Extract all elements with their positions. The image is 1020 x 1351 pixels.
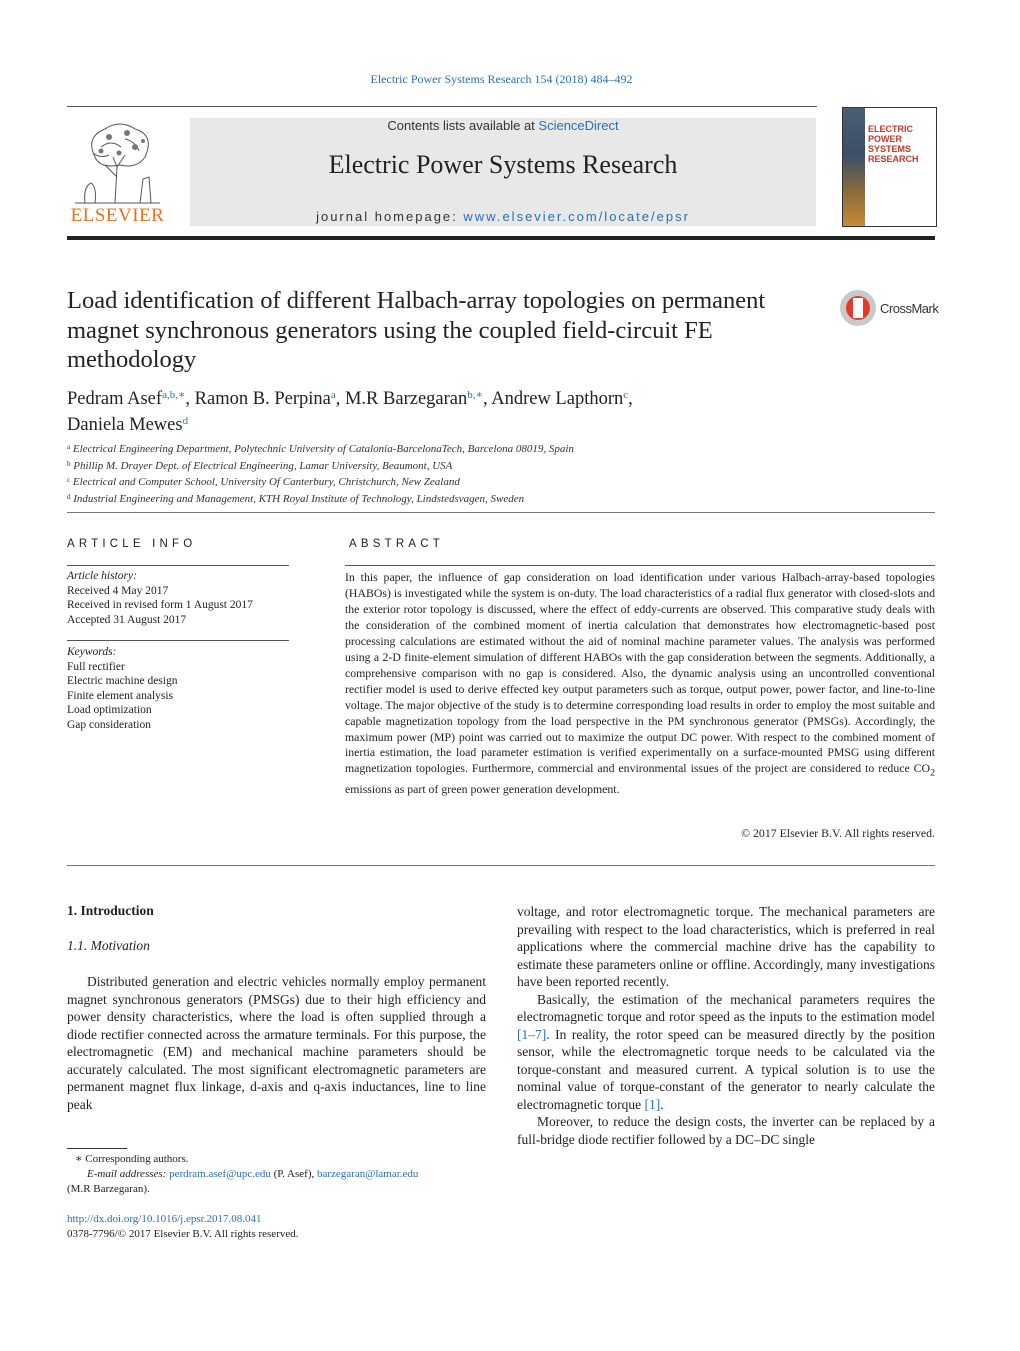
affiliation-text: Electrical Engineering Department, Polytechnic University of Catalonia-BarcelonaTech, Barcelona 08019, Spain	[72, 443, 574, 455]
paragraph-text: .	[660, 1096, 664, 1112]
issn-line: 0378-7796/© 2017 Elsevier B.V. All rights reserved.	[67, 1228, 299, 1240]
elsevier-wordmark: ELSEVIER	[70, 205, 165, 226]
abstract-text-end: emissions as part of green power generation development.	[345, 781, 620, 796]
email-owner: (P. Asef),	[270, 1168, 317, 1180]
article-history	[67, 569, 289, 627]
abstract-divider	[345, 565, 935, 566]
body-paragraph	[67, 973, 486, 1113]
revised-date: Received in revised form 1 August 2017	[67, 599, 253, 611]
email-label: E-mail addresses:	[87, 1168, 170, 1180]
affiliation-mark: c	[67, 476, 71, 484]
author-separator: ,	[482, 389, 492, 409]
abstract-text: In this paper, the influence of gap consideration on load identification under various Halbach-array-based topologies (HABOs) is investigated while the system is on-duty. The load characteristics of a radial flux generator with closed-slots and the exterior rotor topology is discussed, where the effect of eddy-currents are observed. This comparative study deals with the consideration of the combined moment of inertia calculation that demonstrates how electromagnetic-based post processing calculations are estimated without the aid of nominal machine parameter values. The analysis was performed using a 2-D finite-element simulation of different HABOs with the gap consideration between the segments. Additionally, a comprehensive comparison with no gap is considered. Also, the dynamic analysis using an uncontrolled conventional rectifier model is used to derive effected key output parameters such as torque, output power, power factor, and line-to-line voltage. The major objective of the study is to determine corresponding load results in order to employ the most suitable and capable magnetization topology from the load perspective in the PM synchronous generator (PMSGs). Accordingly, the maximum power (MP) point was carried out to maximize the output DC power. With respect to the combined moment of inertia estimation, the load parameter estimation is verified experimentally on a surface-mounted PMSG using different magnetization topologies. Furthermore, commercial and environmental issues of the project are considered to reduce CO	[345, 570, 935, 776]
sciencedirect-link[interactable]: ScienceDirect	[538, 118, 619, 133]
author-name[interactable]: Pedram Asef	[67, 389, 163, 409]
keyword-item: Electric machine design	[67, 675, 178, 687]
keyword-item: Finite element analysis	[67, 689, 174, 702]
homepage-prefix: journal homepage:	[316, 209, 464, 224]
affiliation-list	[67, 440, 767, 506]
affiliation-mark: b	[67, 459, 71, 468]
footnotes	[67, 1152, 487, 1197]
author-affiliation-mark[interactable]: d	[182, 415, 189, 427]
keywords-divider	[67, 640, 289, 641]
header-thick-divider	[67, 236, 935, 240]
keywords-list	[67, 645, 289, 732]
author-list	[67, 384, 767, 436]
abstract-copyright: © 2017 Elsevier B.V. All rights reserved.	[741, 826, 935, 840]
accepted-date: Accepted 31 August 2017	[67, 613, 187, 626]
homepage-link[interactable]: www.elsevier.com/locate/epsr	[463, 209, 690, 224]
history-label: Article history:	[67, 570, 137, 582]
email-link[interactable]: barzegaran@lamar.edu	[316, 1168, 419, 1180]
journal-name: Electric Power Systems Research	[328, 150, 678, 179]
body-paragraph	[517, 991, 935, 1114]
author-affiliation-mark[interactable]: c	[623, 389, 629, 401]
top-divider	[67, 106, 817, 107]
affiliation-item	[67, 490, 767, 507]
email-owner: (M.R Barzegaran).	[67, 1183, 150, 1195]
paragraph-text: . In reality, the rotor speed can be measured directly by the position sensor, while the electromagnetic torque needs to be calculated via the torque-constant and measured current. A typical solution is to use the nominal value of torque-constant of the generator to nearly calculate the electromagnetic torque	[517, 1026, 935, 1112]
author-affiliation-mark[interactable]: a,b,∗	[162, 389, 186, 401]
author-name[interactable]: M.R Barzegaran	[344, 389, 468, 409]
citation-link[interactable]: [1–7]	[517, 1026, 547, 1042]
doi-link[interactable]: http://dx.doi.org/10.1016/j.epsr.2017.08.041	[67, 1213, 262, 1225]
keyword-item: Full rectifier	[67, 660, 125, 673]
homepage-line	[190, 209, 816, 224]
footnote-divider	[67, 1148, 127, 1149]
co2-subscript: 2	[930, 767, 935, 779]
affiliation-text: Electrical and Computer School, University Of Canterbury, Christchurch, New Zealand	[72, 476, 460, 488]
affiliation-mark: d	[67, 492, 71, 501]
corresponding-note: ∗ Corresponding authors.	[75, 1153, 189, 1165]
section-heading: 1. Introduction	[67, 903, 154, 918]
cover-image-strip	[843, 108, 865, 226]
paragraph-text: voltage, and rotor electromagnetic torque. The mechanical parameters are prevailing with respect to the load characteristics, which is preferred in real applications where the commercial machine drive has the capability to estimate these parameters online or offline. Accordingly, many investigations have been reported recently.	[517, 904, 935, 989]
abstract-body	[345, 570, 935, 798]
author-separator: ,	[335, 389, 345, 409]
email-link[interactable]: perdram.asef@upc.edu	[169, 1168, 271, 1180]
affiliation-text: Industrial Engineering and Management, KTH Royal Institute of Technology, Lindstedsvagen, Sweden	[73, 492, 525, 505]
paragraph-text: Distributed generation and electric vehicles normally employ permanent magnet synchronous generators (PMSGs) due to their high efficiency and power density characteristics, where the load is often supplied through a diode rectifier connected across the armature terminals. For this purpose, the electromagnetic (EM) and mechanical machine parameters should be accurately calculated. The most significant electromagnetic parameters are permanent magnet flux linkage, d-axis and q-axis inductances, line to line peak	[67, 974, 486, 1112]
author-name[interactable]: Andrew Lapthorn	[491, 389, 624, 409]
affiliation-item	[67, 457, 767, 474]
subsection-heading: 1.1. Motivation	[67, 938, 150, 953]
body-divider	[67, 865, 935, 866]
crossmark-icon	[840, 290, 876, 326]
article-title: Load identification of different Halbach-array topologies on permanent magnet synchronous generators using the coupled field-circuit FE methodology	[67, 287, 766, 373]
affiliation-item	[67, 440, 767, 457]
abstract-heading: ABSTRACT	[349, 538, 444, 550]
keyword-item: Load optimization	[67, 704, 152, 716]
journal-header-box	[190, 118, 816, 226]
journal-citation-link[interactable]: Electric Power Systems Research 154 (2018) 484–492	[370, 72, 633, 86]
author-affiliation-mark[interactable]: a	[330, 389, 336, 401]
elsevier-tree-icon	[65, 117, 170, 205]
article-info-divider	[67, 565, 289, 566]
author-affiliation-mark[interactable]: b,∗	[467, 389, 483, 401]
right-column	[517, 903, 935, 1148]
keywords-label: Keywords:	[67, 646, 117, 658]
affiliation-item	[67, 473, 767, 490]
paragraph-text: Basically, the estimation of the mechanical parameters requires the electromagnetic torque and rotor speed as the inputs to the estimation model	[517, 991, 935, 1024]
paragraph-text: Moreover, to reduce the design costs, the inverter can be replaced by a full-bridge diode rectifier followed by a DC–DC single	[517, 1114, 935, 1147]
journal-cover-thumbnail[interactable]	[842, 107, 937, 227]
contents-line	[190, 118, 816, 133]
affiliation-divider	[67, 512, 935, 513]
author-name[interactable]: Ramon B. Perpina	[194, 389, 331, 409]
author-separator: ,	[185, 389, 195, 409]
crossmark-badge[interactable]	[840, 290, 940, 330]
citation-link[interactable]: [1]	[644, 1096, 661, 1112]
contents-prefix: Contents lists available at	[387, 118, 539, 133]
elsevier-logo	[65, 117, 170, 227]
affiliation-mark: a	[67, 443, 71, 451]
cover-title: ELECTRIC POWER SYSTEMS RESEARCH	[868, 124, 919, 164]
affiliation-text: Phillip M. Drayer Dept. of Electrical Engineering, Lamar University, Beaumont, USA	[73, 459, 453, 472]
author-name[interactable]: Daniela Mewes	[67, 415, 183, 435]
keyword-item: Gap consideration	[67, 718, 151, 731]
received-date: Received 4 May 2017	[67, 584, 169, 597]
author-separator: ,	[628, 389, 633, 409]
article-info-heading: ARTICLE INFO	[67, 538, 197, 550]
doi-block	[67, 1212, 487, 1242]
crossmark-label: CrossMark	[880, 301, 939, 316]
